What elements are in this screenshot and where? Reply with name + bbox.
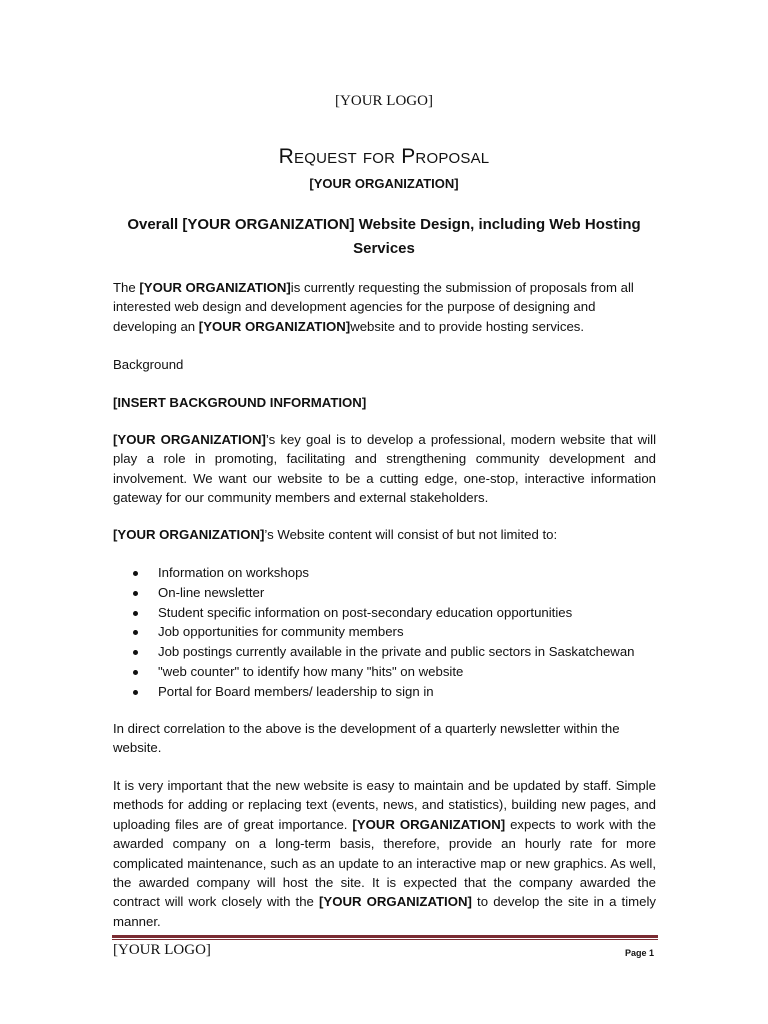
footer-logo-placeholder: [YOUR LOGO]: [113, 942, 211, 958]
content-intro-text: ’s Website content will consist of but not limited to:: [264, 527, 558, 542]
list-item-text: Student specific information on post-secondary education opportunities: [158, 604, 573, 620]
list-item: [113, 583, 658, 603]
list-item: [113, 642, 658, 662]
maintenance-text-c: to develop the site in a timely manner.: [113, 894, 656, 929]
bullet-icon: [133, 611, 138, 616]
content-bullet-list: [113, 563, 658, 702]
newsletter-paragraph: In direct correlation to the above is the development of a quarterly newsletter within the website.: [113, 721, 620, 756]
background-label: Background: [113, 357, 184, 372]
list-item: [113, 682, 658, 702]
bullet-icon: [133, 630, 138, 635]
list-item-text: Portal for Board members/ leadership to sign in: [158, 683, 434, 699]
bullet-icon: [133, 670, 138, 675]
intro-org-2: [YOUR ORGANIZATION]: [198, 318, 351, 334]
intro-paragraph: [113, 278, 656, 336]
bullet-icon: [133, 690, 138, 695]
list-item: [113, 563, 658, 583]
intro-text-a: The: [113, 280, 140, 295]
maintenance-org-2: [YOUR ORGANIZATION]: [319, 894, 472, 910]
list-item-text: Job opportunities for community members: [158, 624, 404, 640]
list-item-text: On-line newsletter: [158, 584, 265, 600]
maintenance-text-a: It is very important that the new website is easy to maintain and be updated by staff. Simple methods for adding or replacing text (events, news, and statistics), building new pages, and uploading files are of great importance.: [113, 778, 656, 832]
list-item: [113, 662, 658, 682]
goal-paragraph: [113, 430, 656, 508]
footer-divider-thin: [112, 939, 658, 940]
header-logo-placeholder: [YOUR LOGO]: [335, 93, 433, 109]
maintenance-org-1: [YOUR ORGANIZATION]: [352, 816, 506, 832]
bullet-icon: [133, 571, 138, 576]
goal-text: ’s key goal is to develop a professional, modern website that will play a role in promoting, facilitating and strengthening community development and involvement. We want our website to be a cutting edge, one-stop, interactive information gateway for our community members and external stakeholders.: [113, 432, 656, 506]
intro-text-c: website and to provide hosting services.: [350, 318, 585, 334]
content-intro-org: [YOUR ORGANIZATION]: [113, 527, 265, 542]
background-placeholder: [INSERT BACKGROUND INFORMATION]: [113, 395, 367, 410]
maintenance-text-b: expects to work with the awarded company on a long-term basis, therefore, provide an hourly rate for more complicated maintenance, such as an update to an interactive map or new graphics. As well, the awarded company will host the site. It is expected that the company awarded the contract will work closely with the: [113, 816, 656, 910]
content-intro-paragraph: [113, 525, 656, 544]
organization-subtitle: [YOUR ORGANIZATION]: [309, 176, 459, 191]
footer-divider: [112, 935, 658, 938]
intro-org-1: [YOUR ORGANIZATION]: [139, 280, 291, 295]
list-item-text: Job postings currently available in the private and public sectors in Saskatchewan: [158, 644, 635, 660]
document-title: Request for Proposal: [278, 145, 490, 168]
intro-text-b: is currently requesting the submission of proposals from all interested web design and development agencies for the purpose of designing and developing an: [113, 280, 634, 334]
page-number: Page 1: [624, 948, 654, 958]
list-item: [113, 622, 658, 642]
maintenance-paragraph: [113, 776, 656, 931]
goal-org: [YOUR ORGANIZATION]: [113, 432, 266, 447]
list-item-text: Information on workshops: [158, 565, 309, 580]
bullet-icon: [133, 591, 138, 596]
list-item: [113, 603, 658, 623]
main-heading: Overall [YOUR ORGANIZATION] Website Design, including Web Hosting Services: [127, 216, 641, 257]
bullet-icon: [133, 650, 138, 655]
list-item-text: "web counter" to identify how many "hits" on website: [158, 663, 464, 679]
